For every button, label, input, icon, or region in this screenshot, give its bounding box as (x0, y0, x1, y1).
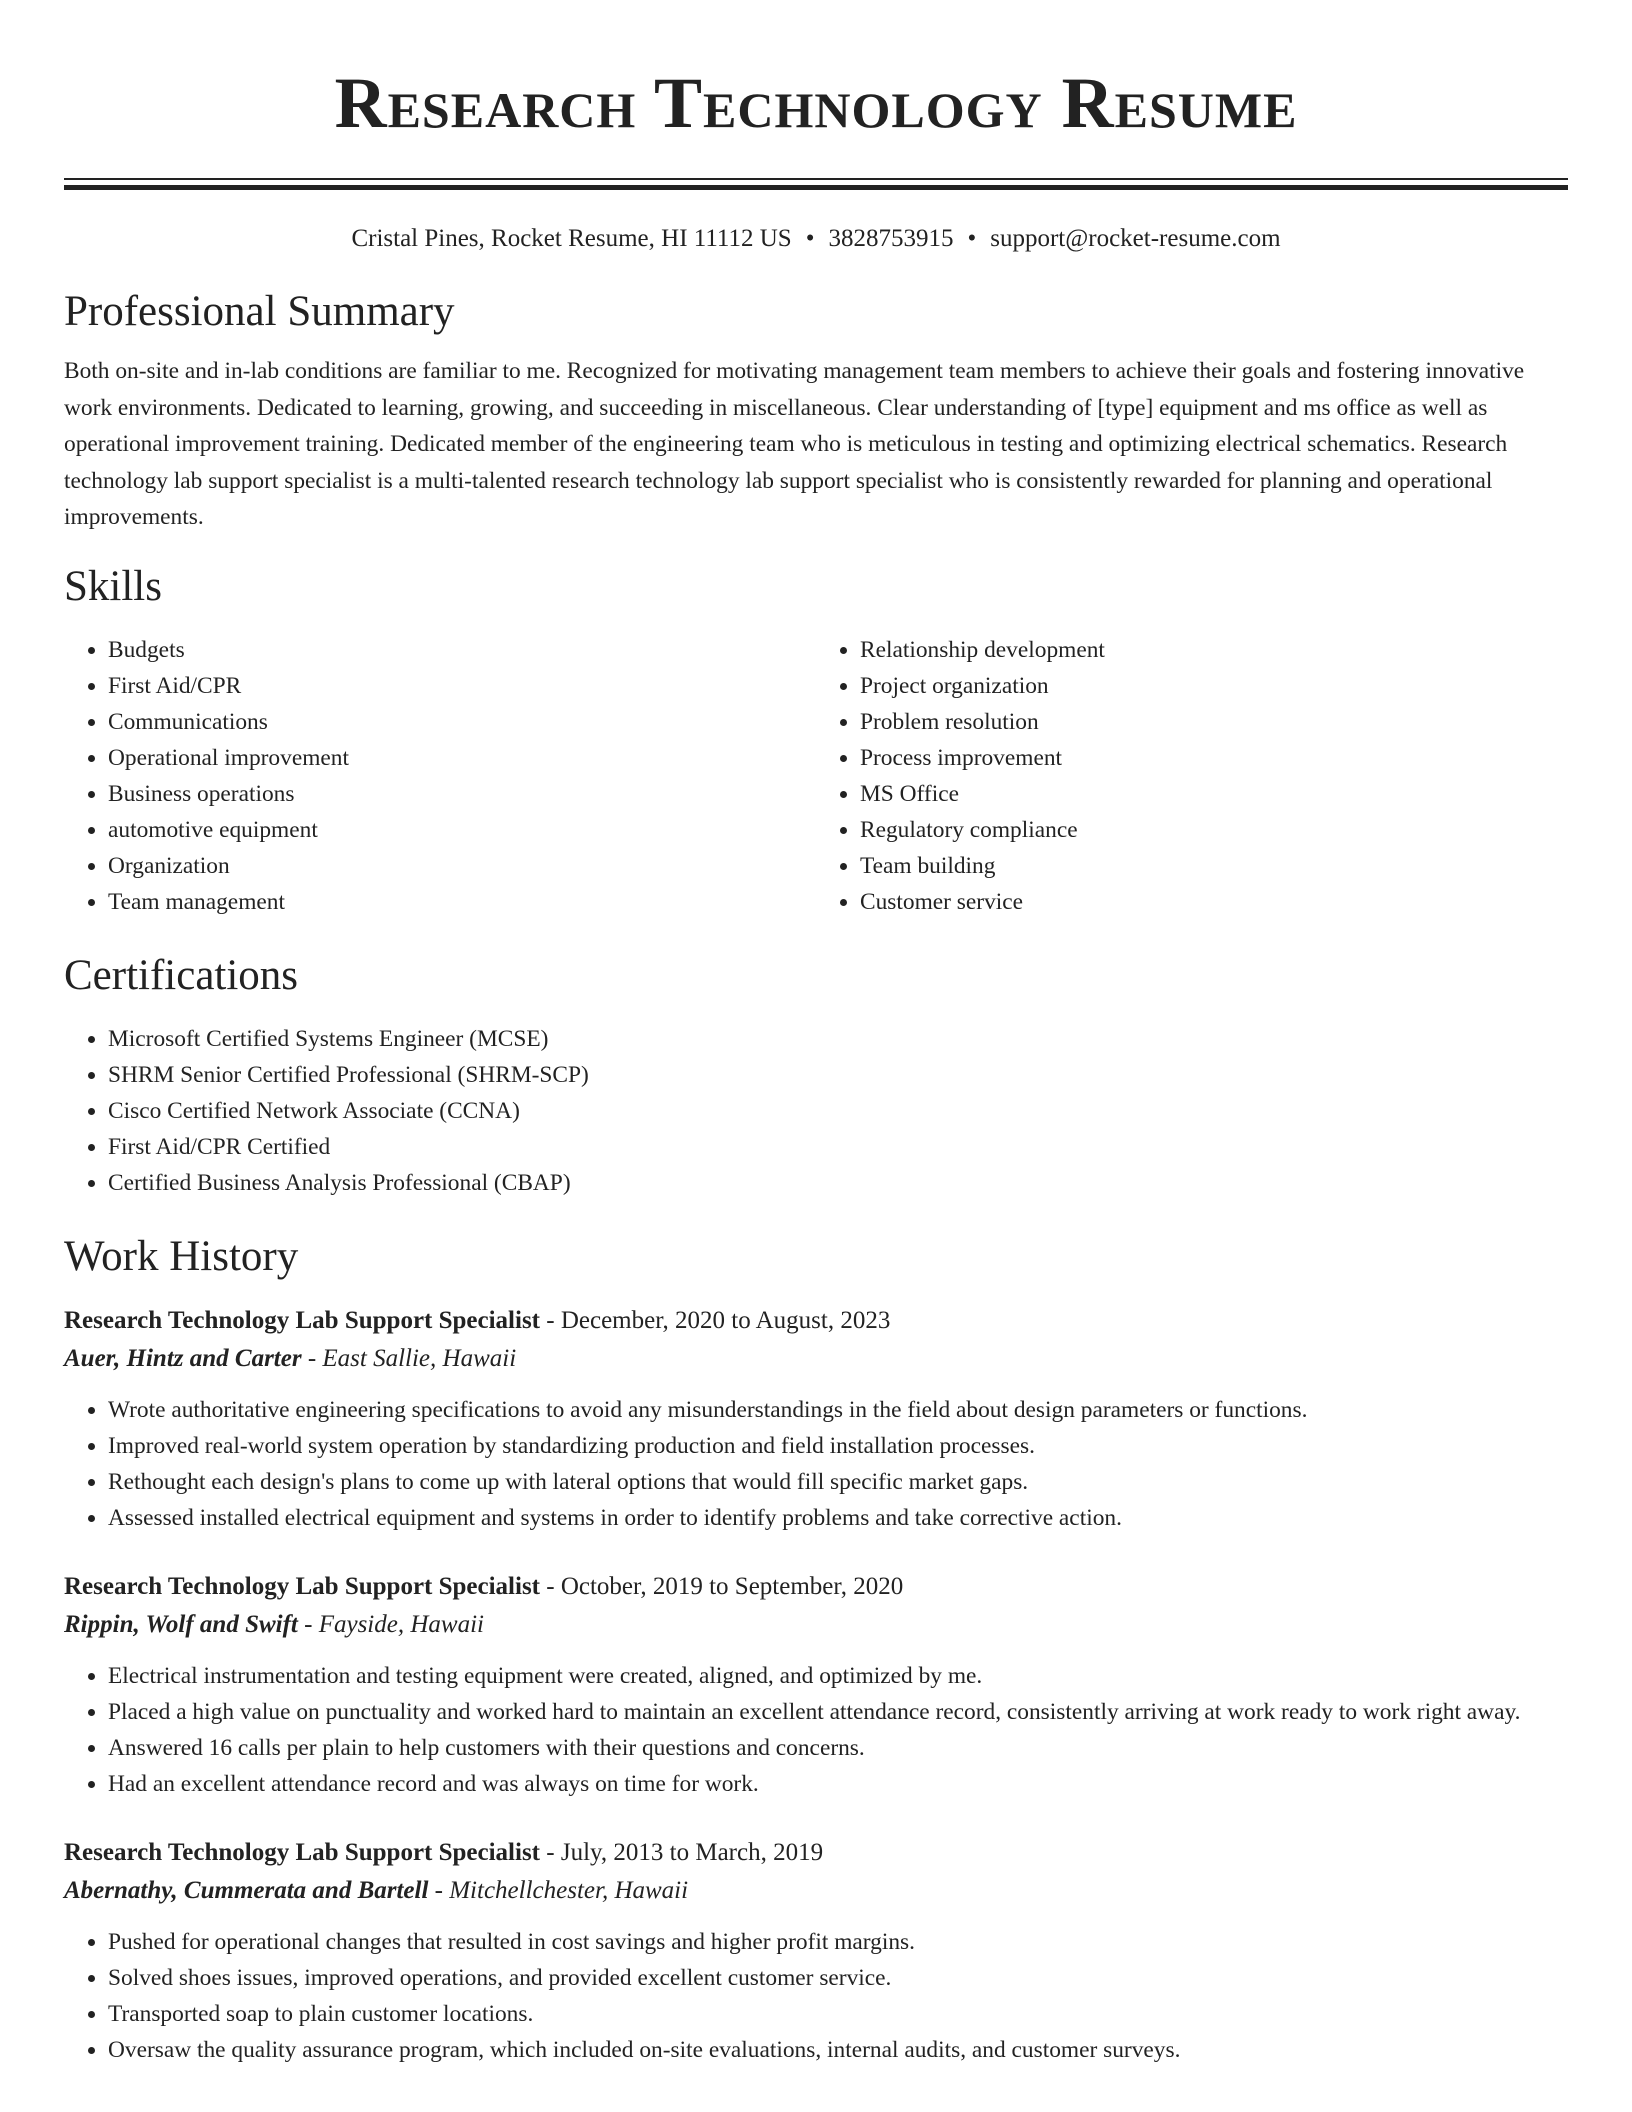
contact-separator: • (805, 225, 815, 252)
skills-list (64, 632, 1568, 920)
skill-item: • Communications (108, 704, 816, 740)
summary-heading: Professional Summary (64, 288, 455, 335)
job-bullet: • Placed a high value on punctuality and worked hard to maintain an excellent attendance record, consistently arriving at work ready to work right away. (108, 1694, 1568, 1730)
skill-item: • First Aid/CPR (108, 668, 816, 704)
job-bullet: • Wrote authoritative engineering specifications to avoid any misunderstandings in the field about design parameters or functions. (108, 1392, 1568, 1428)
contact-separator: • (967, 225, 977, 252)
job-bullets (64, 1392, 1568, 1536)
job-title-line (64, 1834, 1568, 1872)
job-company: Abernathy, Cummerata and Bartell (64, 1876, 429, 1904)
job-bullets (64, 1658, 1568, 1802)
job-dates: - December, 2020 to August, 2023 (540, 1306, 891, 1334)
work-history-heading: Work History (64, 1232, 299, 1280)
skill-item: • Organization (108, 848, 816, 884)
certification-item: • Microsoft Certified Systems Engineer (MCSE) (108, 1021, 1568, 1057)
job-company-line (64, 1606, 1568, 1644)
job-entry (64, 1568, 1568, 1802)
skills-left-column (64, 632, 816, 920)
contact-address: Cristal Pines, Rocket Resume, HI 11112 US (351, 225, 792, 252)
skill-item: • Business operations (108, 776, 816, 812)
job-company-line (64, 1872, 1568, 1910)
job-bullets (64, 1924, 1568, 2068)
job-company: Rippin, Wolf and Swift (64, 1610, 298, 1638)
job-dates: - July, 2013 to March, 2019 (540, 1838, 824, 1866)
skill-item: • MS Office (860, 776, 1568, 812)
job-entry (64, 1302, 1568, 1536)
skill-item: • Process improvement (860, 740, 1568, 776)
skill-item: • Project organization (860, 668, 1568, 704)
skill-item: • Budgets (108, 632, 816, 668)
summary-text: Both on-site and in-lab conditions are familiar to me. Recognized for motivating management team members to achieve their goals and fostering innovative work environments. Dedicated to learning, growing, and succeeding in miscellaneous. Clear understanding of [type] equipment and ms office as well as operational improvement training. Dedicated member of the engineering team who is meticulous in testing and optimizing electrical schematics. Research technology lab support specialist is a multi-talented research technology lab support specialist who is consistently rewarded for planning and operational improvements. (64, 358, 1525, 530)
job-title-line (64, 1302, 1568, 1340)
job-bullet: • Pushed for operational changes that resulted in cost savings and higher profit margins. (108, 1924, 1568, 1960)
skill-item: • Regulatory compliance (860, 812, 1568, 848)
skills-right-column (816, 632, 1568, 920)
job-bullet: • Answered 16 calls per plain to help customers with their questions and concerns. (108, 1730, 1568, 1766)
skill-item: • Team building (860, 848, 1568, 884)
skill-item: • Problem resolution (860, 704, 1568, 740)
title-divider (64, 178, 1568, 190)
job-bullet: • Rethought each design's plans to come up with lateral options that would fill specific market gaps. (108, 1464, 1568, 1500)
job-company-line (64, 1340, 1568, 1378)
skill-item: • Relationship development (860, 632, 1568, 668)
job-title: Research Technology Lab Support Specialist (64, 1306, 541, 1334)
certifications-list (64, 1021, 1568, 1201)
skill-item: • Customer service (860, 884, 1568, 920)
contact-phone: 3828753915 (828, 225, 954, 252)
certifications-heading: Certifications (64, 951, 299, 999)
job-title: Research Technology Lab Support Specialist (64, 1572, 541, 1600)
certification-item: • Cisco Certified Network Associate (CCNA) (108, 1093, 1568, 1129)
job-title: Research Technology Lab Support Specialist (64, 1838, 541, 1866)
job-bullet: • Electrical instrumentation and testing equipment were created, aligned, and optimized by me. (108, 1658, 1568, 1694)
job-bullet: • Had an excellent attendance record and was always on time for work. (108, 1766, 1568, 1802)
contact-email: support@rocket-resume.com (990, 225, 1281, 252)
job-bullet: • Oversaw the quality assurance program, which included on-site evaluations, internal audits, and customer surveys. (108, 2032, 1568, 2068)
skill-item: • automotive equipment (108, 812, 816, 848)
skill-item: • Operational improvement (108, 740, 816, 776)
resume-title: Research Technology Resume (334, 63, 1298, 143)
skills-heading: Skills (64, 562, 162, 610)
job-bullet: • Transported soap to plain customer locations. (108, 1996, 1568, 2032)
job-bullet: • Solved shoes issues, improved operations, and provided excellent customer service. (108, 1960, 1568, 1996)
job-company: Auer, Hintz and Carter (64, 1344, 302, 1372)
job-bullet: • Improved real-world system operation by standardizing production and field installation processes. (108, 1428, 1568, 1464)
job-title-line (64, 1568, 1568, 1606)
job-location: - Mitchellchester, Hawaii (428, 1876, 689, 1904)
skill-item: • Team management (108, 884, 816, 920)
certification-item: • Certified Business Analysis Professional (CBAP) (108, 1165, 1568, 1201)
job-location: - East Sallie, Hawaii (301, 1344, 517, 1372)
job-location: - Fayside, Hawaii (297, 1610, 484, 1638)
job-bullet: • Assessed installed electrical equipment and systems in order to identify problems and take corrective action. (108, 1500, 1568, 1536)
certification-item: • First Aid/CPR Certified (108, 1129, 1568, 1165)
contact-line (64, 223, 1568, 255)
job-entry (64, 1834, 1568, 2068)
job-dates: - October, 2019 to September, 2020 (540, 1572, 904, 1600)
certification-item: • SHRM Senior Certified Professional (SHRM-SCP) (108, 1057, 1568, 1093)
